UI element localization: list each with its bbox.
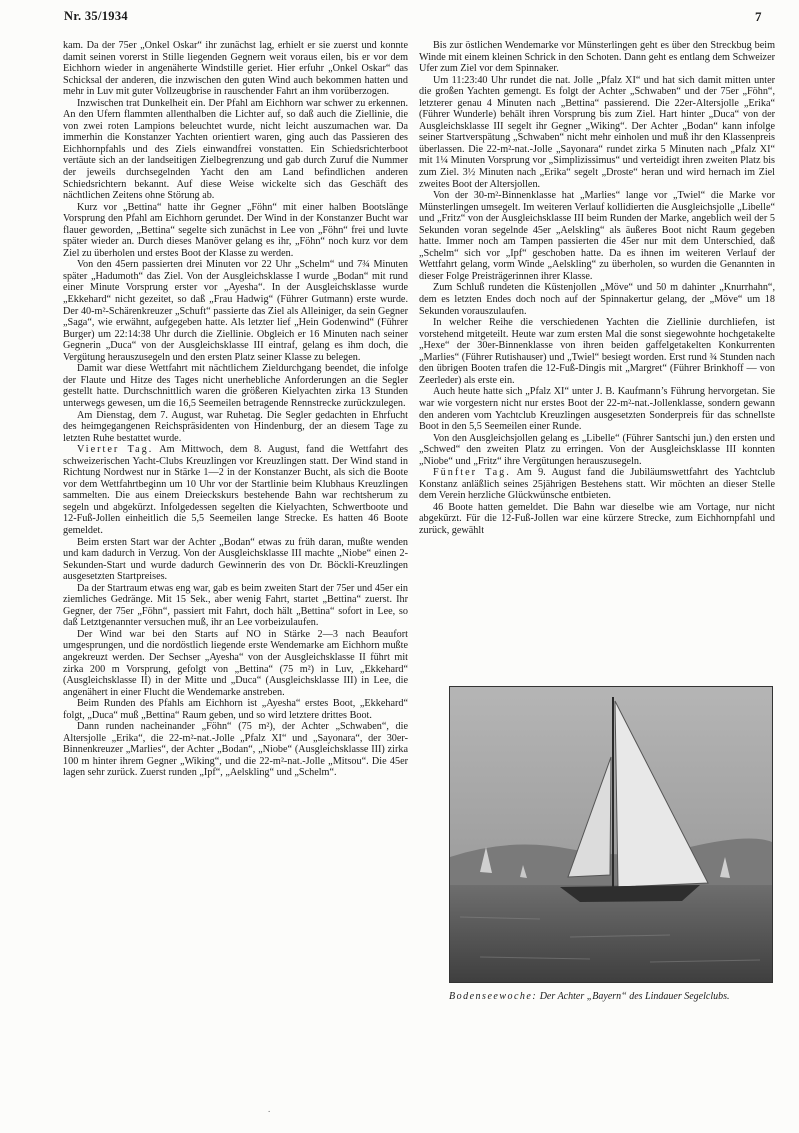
- paragraph-text: Der Wind war bei den Starts auf NO in Stärke 2—3 nach Beaufort umgesprungen, und die nordöstlich liegende erste Wendemarke am Eichhorn mußte angekreuzt werden. Der Sechser „Ayesha“ von der Ausgleichsklasse II führt mit zirka 200 m Vorsprung, gefolgt von „Bettina“ (75 m²) in Luv, „Ekkehard“ (Ausgleichsklasse II) in der Mitte und „Duca“ (Ausgleichsklasse III) in Lee, die angenähert in einer Flucht die Wendemarke anstreben.: [63, 628, 408, 698]
- paragraph-text: Am 9. August fand die Jubiläumswettfahrt des Yachtclub Konstanz anläßlich seines 25jährigen Bestehens statt. Wir möchten an dieser Stelle dem Verein herzliche Glückwünsche entbieten.: [419, 467, 775, 502]
- paragraph-text: Auch heute hatte sich „Pfalz XI“ unter J. B. Kaufmann’s Führung hervorgetan. Sie war wie vorgestern nicht nur erstes Boot der 22-m²-nat.-Jollenklasse, sondern gewann den anderen vom Yachtclub Kreuzlingen ausgesetzten Sonderpreis für das schnellste Boot in den 5,5 Seemeilen einer Runde.: [419, 386, 775, 433]
- footer-mark: .: [268, 1104, 271, 1114]
- paragraph-text: Von den Ausgleichsjollen gelang es „Libelle“ (Führer Santschi jun.) den ersten und „Schwed“ den zweiten Platz zu erringen. Von der Ausgleichsklasse III konnten „Niobe“ und „Fritz“ ihre Vergütungen herauszusegeln.: [419, 432, 775, 467]
- page-number: 7: [755, 9, 762, 24]
- left-column-paragraph: [63, 629, 408, 698]
- caption-text: Der Achter „Bayern“ des Lindauer Segelclubs.: [537, 991, 730, 1002]
- paragraph-text: Bis zur östlichen Wendemarke vor Münsterlingen geht es über den Streckbug beim Winde mit einem kleinen Schrick in den Schoten. Dann geht es entlang dem Schweizer Ufer zum Ziel vor dem Spinnaker.: [419, 40, 775, 75]
- issue-number: Nr. 35/1934: [64, 9, 128, 23]
- right-column-paragraph: [419, 386, 775, 432]
- left-text-column: [63, 40, 408, 779]
- paragraph-text: Am Mittwoch, dem 8. August, fand die Wettfahrt des schweizerischen Yacht-Clubs Kreuzlingen vor Kreuzlingen statt. Der Wind stand in Richtung Nordwest nur in Stärke 1—2 in der Konstanzer Bucht, als sich die Boote vor dem Wettfahrtbeginn um 10 Uhr vor der Startlinie beim Klubhaus Kreuzlingen sammelten. Die aus einem Dreieckskurs bestehende Bahn war rechtsherum zu segeln und abgekürzt. Infolgedessen segelten die Kielyachten, Schwertboote und 12-Fuß-Jollen einheitlich die 5,5 Seemeilen lange Strecke. Es hatten 46 Boote gemeldet.: [63, 444, 408, 536]
- paragraph-text: kam. Da der 75er „Onkel Oskar“ ihr zunächst lag, erhielt er sie zuerst und konnte damit seinen vorerst in Stille liegenden Gegnern weit voraus eilen, bis er vor dem Eichhorn wieder in angenäherte Windstille geriet. Hier erfuhr „Onkel Oskar“ das Schicksal der anderen, die inzwischen den guten Wind auch bekommen hatten und mehr in Luv mit guter Vollzeugbrise in rauschender Fahrt an ihm vorüberzogen.: [63, 40, 408, 98]
- right-column-paragraph: [419, 282, 775, 317]
- paragraph-text: Am Dienstag, dem 7. August, war Ruhetag. Die Segler gedachten in Ehrfucht des heimgegangenen Reichspräsidenten von Hindenburg, der an diesem Tage zu letzten Ruhe bestattet wurde.: [63, 409, 408, 444]
- paragraph-text: Damit war diese Wettfahrt mit nächtlichem Zieldurchgang beendet, die infolge der Flaute und Hitze des Tages nicht unerhebliche Anforderungen an die Segler gestellt hatte. Durchschnittlich waren die größeren Kielyachten zirka 13 Stunden unterwegs gewesen, um die 16,5 Seemeilen betragende Rennstrecke zurückzulegen.: [63, 363, 408, 409]
- paragraph-text: 46 Boote hatten gemeldet. Die Bahn war dieselbe wie am Vortage, nur nicht abgekürzt. Für die 12-Fuß-Jollen war eine kürzere Strecke, zum Eichhornpfahl und zurück, gewählt: [419, 501, 775, 536]
- paragraph-text: Dann runden nacheinander „Föhn“ (75 m²), der Achter „Schwaben“, die Altersjolle „Erika“, die 22-m²-nat.-Jolle „Pfalz XI“ und „Sayonara“, der 30er-Binnenkreuzer „Marlies“, der Achter „Bodan“, „Niobe“ (Ausgleichsklasse III) zirka 100 m hinter ihrem Gegner „Wiking“, und die 22-m²-nat.-Jolle „Mitsou“. Die 45er lagen sehr zurück. Zuerst runden „Ipf“, „Aelskling“ und „Schelm“.: [63, 721, 408, 779]
- left-column-paragraph: [63, 202, 408, 260]
- right-column-paragraph: [419, 190, 775, 282]
- left-column-paragraph: [63, 40, 408, 98]
- paragraph-text: Um 11:23:40 Uhr rundet die nat. Jolle „Pfalz XI“ und hat sich damit mitten unter die großen Yachten gemengt. Es folgt der Achter „Schwaben“ und der 75er „Föhn“, letzterer genau 4 Minuten nach „Bettina“ passierend. Die 22er-Altersjolle „Erika“ (Führer Wunderle) behält ihren Vorsprung bis zum Ziel. Hart hinter „Duca“ von der Ausgleichsklasse III segelt ihr Gegner „Wiking“. Der Achter „Bodan“ kann infolge seiner Startverspätung „Schwaben“ nicht mehr einholen und muß ihr den Klassenpreis überlassen. Die 22-m²-nat.-Jolle „Sayonara“ rundet zirka 5 Minuten nach „Pfalz XI“ mit 1¼ Minuten Vorsprung vor „Simplizissimus“ und verteidigt ihren zweiten Platz bis zum Ziel. 3½ Minuten nach „Erika“ segelt „Droste“ heran und wird hernach im Ziel zweites Boot der Altersjollen.: [419, 74, 775, 190]
- left-column-paragraph: [63, 583, 408, 629]
- paragraph-text: Zum Schluß rundeten die Küstenjollen „Möve“ und 50 m dahinter „Knurrhahn“, dem es letzten Endes doch noch auf der Spinnakertur gelang, der „Möve“ um 18 Sekunden vorauszulaufen.: [419, 282, 775, 317]
- left-column-paragraph: [63, 698, 408, 721]
- yacht-photo-illustration: [450, 687, 772, 982]
- paragraph-text: Beim ersten Start war der Achter „Bodan“ etwas zu früh daran, mußte wenden und kam dadurch in Verzug. Von der Ausgleichsklasse III machte „Niobe“ einen 2-Sekunden-Start und wurde dadurch Gewinnerin des von Dr. Böckli-Kreuzlingen ausgesetzten Startpreises.: [63, 536, 408, 583]
- paragraph-text: Inzwischen trat Dunkelheit ein. Der Pfahl am Eichhorn war schwer zu erkennen. An den Ufern flammten allenthalben die Lichter auf, so daß auch die Ziellinie, die von zwei roten Lampions beleuchtet wurde, nicht leicht auszumachen war. Da immerhin die Konstanzer Yachten orientiert waren, ging auch das Passieren des Eichhornpfahls und des Ziels einwandfrei vonstatten. Ein Schiedsrichterboot vertäute sich an der landseitigen Zielbegrenzung und gab durch Zuruf die Nummer der jeweils durchsegelnden Yacht den am Land befindlichen anderen Schiedsrichtern bekannt. Auf diese Weise wickelte sich das Geschäft des nächtlichen Zeitens ohne Störung ab.: [63, 97, 408, 202]
- left-column-paragraph: [63, 721, 408, 779]
- left-column-paragraph: [63, 537, 408, 583]
- right-text-column: [419, 40, 775, 537]
- right-column-paragraph: [419, 502, 775, 537]
- caption-lead: Bodenseewoche:: [449, 991, 538, 1002]
- left-column-paragraph: [63, 410, 408, 445]
- right-column-paragraph: [419, 467, 775, 502]
- right-column-paragraph: [419, 433, 775, 468]
- left-column-paragraph: [63, 259, 408, 363]
- paragraph-text: Beim Runden des Pfahls am Eichhorn ist „Ayesha“ erstes Boot, „Ekkehard“ folgt, „Duca“ muß „Bettina“ Raum geben, und so wird letztere drittes Boot.: [63, 698, 408, 721]
- photo-caption: [449, 991, 779, 1002]
- paragraph-text: Von den 45ern passierten drei Minuten vor 22 Uhr „Schelm“ und 7¾ Minuten später „Hadumoth“ das Ziel. Von der Ausgleichsklasse I wurde „Bodan“ mit rund einer Minute Vorsprung erster vor „Ayesha“. In der Ausgleichsklasse wurde „Ekkehard“ nicht gezeitet, so daß „Frau Hadwig“ (Führer Gutmann) erste wurde. Der 40-m²-Schärenkreuzer „Schuft“ passierte das Ziel als Alleiniger, da sein Gegner „Saga“, wie erwähnt, aufgegeben hatte. Als letzter lief „Hein Godenwind“ (Führer Burger) um 22:14:38 Uhr durch die Ziellinie. Obgleich er 16 Minuten nach seiner Gegnerin „Duca“ von der Ausgleichsklasse III eintraf, gelang es ihm doch, die Vergütung herauszusegeln und den ersten Platz seiner Klasse zu belegen.: [63, 259, 408, 363]
- sailing-yacht-photo: [449, 686, 773, 983]
- right-column-paragraph: [419, 317, 775, 386]
- left-column-paragraph: [63, 444, 408, 536]
- yacht-hull: [560, 885, 700, 902]
- section-lead: Vierter Tag.: [77, 444, 154, 456]
- paragraph-text: Da der Startraum etwas eng war, gab es beim zweiten Start der 75er und 45er ein ziemliches Gedränge. Mit 15 Sek., aber wenig Fahrt, startet „Bettina“ zuerst. Ihr Gegner, der 75er „Föhn“, passiert mit Fahrt, doch hält „Bettina“ sofort in Lee, so daß Letztgenannter versuchen muß, ihr an Lee vorbeizulaufen.: [63, 582, 408, 629]
- paragraph-text: Kurz vor „Bettina“ hatte ihr Gegner „Föhn“ mit einer halben Bootslänge Vorsprung den Pfahl am Eichhorn gerundet. Der Wind in der Konstanzer Bucht war flauer geworden, „Bettina“ segelte sich zunächst in Lee von „Föhn“ frei und luvte später wieder an. Durch dieses Manöver gelang es ihr, „Föhn“ noch kurz vor dem Ziel zu überholen und erstes Boot der Klasse zu werden.: [63, 201, 408, 259]
- right-column-paragraph: [419, 75, 775, 190]
- right-column-paragraph: [419, 40, 775, 75]
- left-column-paragraph: [63, 363, 408, 409]
- paragraph-text: Von der 30-m²-Binnenklasse hat „Marlies“ lange vor „Twiel“ die Marke vor Münsterlingen umsegelt. Im weiteren Verlauf kollidierten die Ausgleichsjolle „Libelle“ und „Fritz“ von der Ausgleichsklasse III beim Runden der Marke, angeblich weil der 5 Sekunden voran segelnde 45er „Aelskling“ als äußeres Boot nicht Raum gegeben hatte. Immer noch am Tampen passierten die 45er nur mit dem Unterschied, daß „Schelm“ sich vor „Ipf“ geschoben hatte. Da es ihnen im weiteren Verlauf der Wettfahrt gelang, vorm Winde „Aelskling“ zu überholen, so wurden die Genannten in dieser Folge Preisträgerinnen ihrer Klasse.: [419, 190, 775, 282]
- left-column-paragraph: [63, 98, 408, 202]
- section-lead: Fünfter Tag.: [433, 467, 511, 479]
- paragraph-text: In welcher Reihe die verschiedenen Yachten die Ziellinie durchliefen, ist vorstehend mitgeteilt. Heute war zum ersten Mal die sonst siegewohnte hochgetakelte „Hexe“ der 30er-Binnenklasse von ihren beiden gaffelgetakelten Konkurrenten „Marlies“ (Führer Rutishauser) und „Twiel“ besiegt worden. Erst rund ¾ Stunden nach den übrigen Booten trafen die 12-Fuß-Dingis mit „Margret“ (Führer Brinkhoff — von Zeerleder) als erste ein.: [419, 317, 775, 386]
